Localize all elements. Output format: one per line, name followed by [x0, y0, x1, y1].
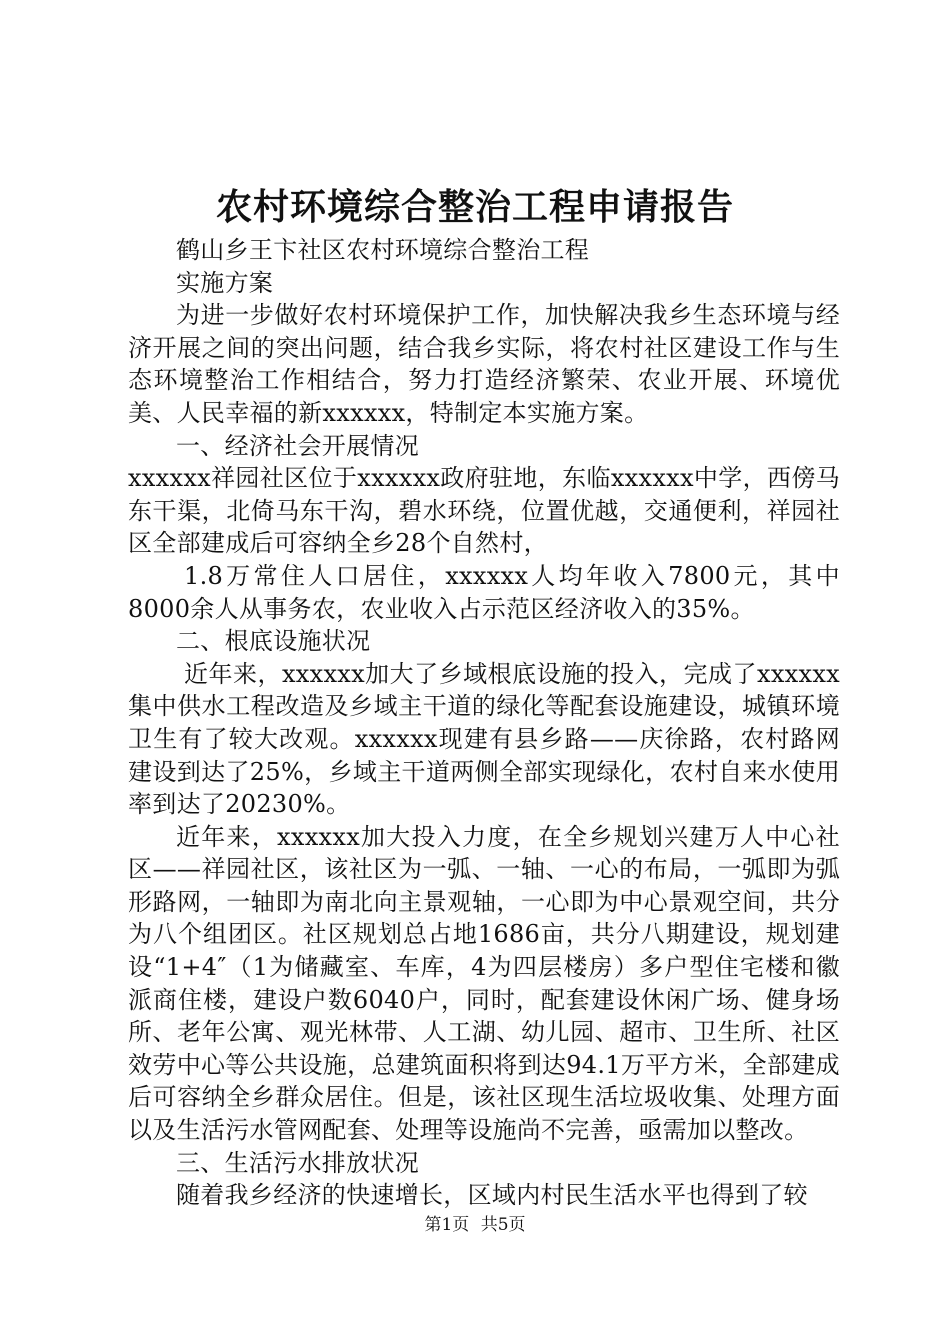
- paragraph-plan-label: 实施方案: [176, 268, 274, 297]
- document-body: [128, 234, 840, 1212]
- page-footer: [0, 1213, 950, 1237]
- section-heading-1: 一、经济社会开展情况: [176, 431, 419, 460]
- section-heading-2: 二、根底设施状况: [176, 627, 371, 656]
- page-number: 第1页: [424, 1215, 470, 1235]
- paragraph-infrastructure: 近年来，xxxxxx加大了乡域根底设施的投入，完成了xxxxxx集中供水工程改造及乡域主干道的绿化等配套设施建设，城镇环境卫生有了较大改观。xxxxxx现建有县乡路——庆徐路，农村路网建设到达了25%，乡域主干道两侧全部实现绿化，农村自来水使用率到达了20230%。: [128, 659, 840, 819]
- paragraph-project-name: 鹤山乡王卞社区农村环境综合整治工程: [176, 236, 590, 264]
- page-total: 共5页: [480, 1215, 526, 1235]
- section-heading-3: 三、生活污水排放状况: [176, 1148, 419, 1177]
- paragraph-community: 近年来，xxxxxx加大投入力度，在全乡规划兴建万人中心社区——祥园社区，该社区为一弧、一轴、一心的布局，一弧即为弧形路网，一轴即为南北向主景观轴，一心即为中心景观空间，共分为八个组团区。社区规划总占地1686亩，共分八期建设，规划建设“1+4″（1为储藏室、车库，4为四层楼房）多户型住宅楼和徽派商住楼，建设户数6040户，同时，配套建设休闲广场、健身场所、老年公寓、观光林带、人工湖、幼儿园、超市、卫生所、社区效劳中心等公共设施，总建筑面积将到达94.1万平方米，全部建成后可容纳全乡群众居住。但是，该社区现生活垃圾收集、处理方面以及生活污水管网配套、处理等设施尚不完善，亟需加以整改。: [128, 822, 840, 1145]
- paragraph-economy: xxxxxx祥园社区位于xxxxxx政府驻地，东临xxxxxx中学，西傍马东干渠，北倚马东干沟，碧水环绕，位置优越，交通便利，祥园社区全部建成后可容纳全乡28个自然村，: [128, 464, 840, 558]
- document-title: 农村环境综合整治工程申请报告: [215, 186, 734, 228]
- paragraph-population: 1.8万常住人口居住，xxxxxx人均年收入7800元，其中8000余人从事务农，农业收入占示范区经济收入的35%。: [128, 561, 840, 623]
- paragraph-sewage: 随着我乡经济的快速增长，区域内村民生活水平也得到了较: [176, 1181, 808, 1210]
- paragraph-intro: 为进一步做好农村环境保护工作，加快解决我乡生态环境与经济开展之间的突出问题，结合我乡实际，将农村社区建设工作与生态环境整治工作相结合，努力打造经济繁荣、农业开展、环境优美、人民幸福的新xxxxxx，特制定本实施方案。: [128, 301, 840, 427]
